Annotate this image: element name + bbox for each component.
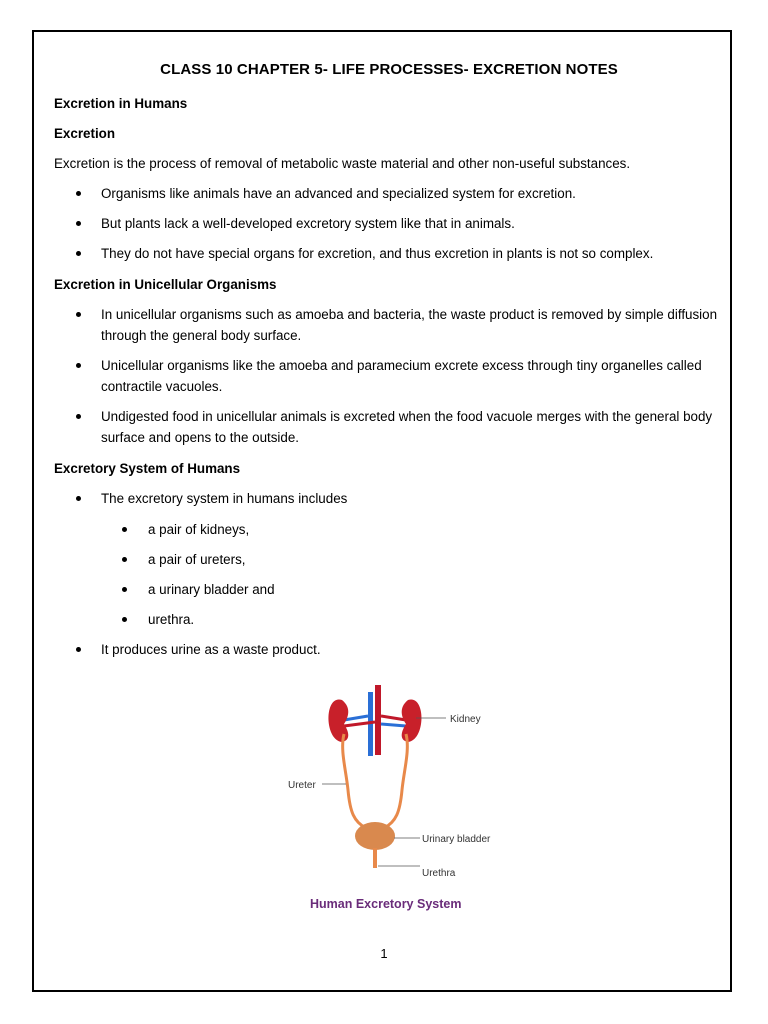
diagram-caption: Human Excretory System [310, 897, 462, 911]
renal-vein-right [381, 724, 406, 726]
page-title: CLASS 10 CHAPTER 5- LIFE PROCESSES- EXCRETION NOTES [160, 61, 618, 78]
bullet-icon [122, 617, 127, 622]
bullet-icon [122, 557, 127, 562]
section-heading-unicellular: Excretion in Unicellular Organisms [54, 277, 277, 292]
kidney-right [402, 699, 422, 742]
kidney-left [329, 699, 349, 742]
subheading-excretion: Excretion [54, 126, 116, 141]
kidney-label: Kidney [450, 714, 481, 725]
bullet-icon [76, 496, 81, 501]
ureter-left [343, 734, 366, 828]
bullet-icon [122, 587, 127, 592]
bullet-icon [76, 251, 81, 256]
bullet-icon [76, 414, 81, 419]
page-number: 1 [380, 946, 388, 961]
renal-vein-left [344, 716, 368, 720]
ureter-label: Ureter [288, 780, 316, 791]
bullet-icon [76, 312, 81, 317]
excretory-system-diagram [284, 680, 504, 880]
section-heading-excretory-system: Excretory System of Humans [54, 461, 241, 476]
bullet-icon [76, 221, 81, 226]
urethra-label: Urethra [422, 868, 456, 879]
bullet-icon [76, 191, 81, 196]
excretion-definition: Excretion is the process of removal of metabolic waste material and other non-useful substances. [54, 156, 631, 171]
bullet-icon [76, 363, 81, 368]
section-heading-excretion-in-humans: Excretion in Humans [54, 96, 188, 111]
ureter-right [384, 734, 407, 828]
bullet-icon [76, 647, 81, 652]
bladder-label: Urinary bladder [422, 834, 491, 845]
bullet-icon [122, 527, 127, 532]
urinary-bladder [355, 822, 395, 850]
renal-artery-right [381, 716, 406, 720]
aorta [375, 685, 381, 755]
